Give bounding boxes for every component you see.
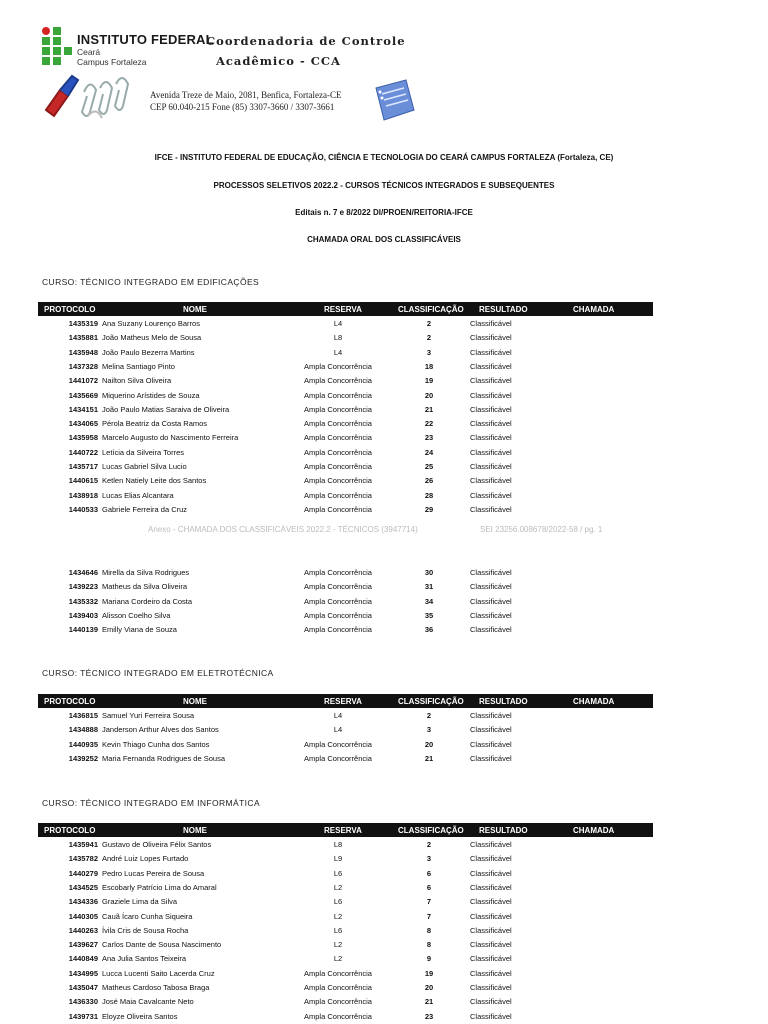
row-nome: Matheus Cardoso Tabosa Braga [102,983,210,992]
row-classificacao: 26 [424,476,434,486]
header-classificacao: CLASSIFICAÇÃO [398,305,464,314]
footer-sei: SEI 23256.008678/2022-58 / pg. 1 [480,525,603,534]
row-classificacao: 24 [424,447,434,457]
row-reserva: Ampla Concorrência [304,968,372,978]
row-protocolo: 1440722 [68,447,98,457]
row-classificacao: 2 [426,333,432,343]
row-reserva: L8 [333,333,343,343]
row-resultado: Classificável [470,376,512,386]
row-nome: Samuel Yuri Ferreira Sousa [102,711,194,720]
row-resultado: Classificável [470,711,512,720]
row-nome: Graziele Lima da Silva [102,897,178,907]
row-protocolo: 1434995 [68,968,98,978]
header-protocolo: PROTOCOLO [44,826,96,835]
row-reserva: Ampla Concorrência [304,462,372,471]
row-resultado: Classificável [470,462,512,471]
row-reserva: Ampla Concorrência [304,404,372,414]
row-nome: Lucas Gabriel Silva Lucio [102,462,187,471]
row-reserva: Ampla Concorrência [304,361,372,371]
row-protocolo: 1440139 [68,625,98,635]
doc-title-editais: Editais n. 7 e 8/2022 DI/PROEN/REITORIA-IFCE [295,208,473,217]
table-row [38,937,653,951]
institute-state: Ceará [77,47,101,57]
row-resultado: Classificável [470,868,512,878]
row-resultado: Classificável [470,997,512,1007]
row-protocolo: 1437328 [68,361,98,371]
row-classificacao: 19 [424,968,434,978]
row-classificacao: 36 [424,625,434,635]
row-resultado: Classificável [470,568,512,577]
row-resultado: Classificável [470,625,512,635]
row-resultado: Classificável [470,739,512,749]
row-resultado: Classificável [470,333,512,343]
row-resultado: Classificável [470,725,512,735]
row-protocolo: 1439403 [68,610,98,620]
row-protocolo: 1439223 [68,582,98,592]
table-row [38,488,653,502]
row-reserva: Ampla Concorrência [304,1011,372,1021]
row-reserva: L9 [333,854,343,864]
row-reserva: Ampla Concorrência [304,983,372,992]
row-resultado: Classificável [470,319,512,328]
table-row [38,502,653,516]
row-nome: Ívila Cris de Sousa Rocha [102,925,189,935]
footer-annex: Anexo - CHAMADA DOS CLASSIFICÁVEIS 2022.2 - TÉCNICOS (3947714) [148,525,418,534]
coordination-title-line1: Coordenadoria de Controle [206,34,406,48]
row-nome: André Luiz Lopes Furtado [102,854,189,864]
row-reserva: Ampla Concorrência [304,625,372,635]
header-classificacao: CLASSIFICAÇÃO [398,826,464,835]
row-protocolo: 1441072 [68,376,98,386]
row-nome: Lucas Elias Alcantara [102,490,174,500]
row-nome: Pedro Lucas Pereira de Sousa [102,868,205,878]
row-protocolo: 1434151 [68,404,98,414]
row-classificacao: 7 [426,897,432,907]
header-classificacao: CLASSIFICAÇÃO [398,697,464,706]
header-chamada: CHAMADA [573,826,615,835]
header-resultado: RESULTADO [479,697,528,706]
table-row [38,459,653,473]
row-reserva: Ampla Concorrência [304,610,372,620]
row-classificacao: 20 [424,983,434,992]
row-nome: Maria Fernanda Rodrigues de Sousa [102,753,225,763]
address-contact-line: CEP 60.040-215 Fone (85) 3307-3660 / 3307-3661 [150,102,335,112]
table-row [38,894,653,908]
row-protocolo: 1439731 [68,1011,98,1021]
row-classificacao: 9 [426,954,432,964]
table-row [38,345,653,359]
row-classificacao: 18 [424,361,434,371]
row-nome: Marcelo Augusto do Nascimento Ferreira [102,433,239,443]
paperclips-illustration [38,70,138,122]
row-classificacao: 30 [424,568,434,577]
row-classificacao: 3 [426,347,432,357]
row-protocolo: 1440849 [68,954,98,964]
row-resultado: Classificável [470,940,512,950]
header-protocolo: PROTOCOLO [44,305,96,314]
row-nome: Mirella da Silva Rodrigues [102,568,190,577]
table-row [38,994,653,1008]
row-reserva: Ampla Concorrência [304,568,372,577]
row-classificacao: 20 [424,390,434,400]
row-protocolo: 1435941 [68,840,98,849]
table-row [38,388,653,402]
table-row [38,373,653,387]
row-resultado: Classificável [470,911,512,921]
row-nome: Janderson Arthur Alves dos Santos [102,725,219,735]
row-resultado: Classificável [470,968,512,978]
row-reserva: Ampla Concorrência [304,739,372,749]
row-classificacao: 23 [424,1011,434,1021]
row-nome: Cauã Ícaro Cunha Siqueira [102,911,193,921]
row-protocolo: 1435948 [68,347,98,357]
table-header [38,823,653,837]
row-reserva: L4 [333,347,343,357]
row-resultado: Classificável [470,925,512,935]
table-row [38,359,653,373]
row-classificacao: 23 [424,433,434,443]
row-resultado: Classificável [470,897,512,907]
table-row [38,473,653,487]
row-nome: Matheus da Silva Oliveira [102,582,188,592]
row-classificacao: 21 [424,997,434,1007]
row-reserva: Ampla Concorrência [304,390,372,400]
header-resultado: RESULTADO [479,826,528,835]
table-row [38,909,653,923]
row-resultado: Classificável [470,433,512,443]
row-reserva: L4 [333,725,343,735]
row-reserva: Ampla Concorrência [304,433,372,443]
header-reserva: RESERVA [324,697,362,706]
header-reserva: RESERVA [324,305,362,314]
row-resultado: Classificável [470,610,512,620]
table-row [38,951,653,965]
row-resultado: Classificável [470,390,512,400]
row-nome: João Paulo Matias Saraiva de Oliveira [102,404,230,414]
row-classificacao: 2 [426,319,432,328]
row-nome: Alisson Coelho Silva [102,610,171,620]
institute-name: INSTITUTO FEDERAL [77,32,214,47]
row-nome: Melina Santiago Pinto [102,361,175,371]
row-classificacao: 21 [424,753,434,763]
row-nome: Ana Suzany Lourenço Barros [102,319,200,328]
table-row [38,837,653,851]
row-protocolo: 1434525 [68,882,98,892]
row-protocolo: 1435047 [68,983,98,992]
table-row [38,751,653,765]
row-classificacao: 3 [426,725,432,735]
row-nome: Miquerino Arístides de Souza [102,390,200,400]
row-protocolo: 1438918 [68,490,98,500]
row-reserva: Ampla Concorrência [304,596,372,606]
row-nome: Lucca Lucenti Saito Lacerda Cruz [102,968,215,978]
row-reserva: Ampla Concorrência [304,582,372,592]
notepad-illustration [370,78,418,122]
row-nome: Ketlen Natiely Leite dos Santos [102,476,207,486]
row-resultado: Classificável [470,361,512,371]
row-classificacao: 6 [426,868,432,878]
row-classificacao: 8 [426,925,432,935]
row-resultado: Classificável [470,419,512,429]
row-nome: João Matheus Melo de Sousa [102,333,202,343]
table-row [38,402,653,416]
doc-title-call: CHAMADA ORAL DOS CLASSIFICÁVEIS [307,235,461,244]
row-classificacao: 28 [424,490,434,500]
table-row [38,594,653,608]
header-chamada: CHAMADA [573,305,615,314]
table-row [38,880,653,894]
row-nome: Eloyze Oliveira Santos [102,1011,178,1021]
row-classificacao: 19 [424,376,434,386]
row-protocolo: 1439627 [68,940,98,950]
row-classificacao: 21 [424,404,434,414]
row-classificacao: 20 [424,739,434,749]
row-nome: Pérola Beatriz da Costa Ramos [102,419,208,429]
row-nome: Escobarly Patrício Lima do Amaral [102,882,217,892]
row-resultado: Classificável [470,476,512,486]
row-reserva: Ampla Concorrência [304,447,372,457]
row-protocolo: 1434065 [68,419,98,429]
row-resultado: Classificável [470,582,512,592]
row-classificacao: 35 [424,610,434,620]
row-resultado: Classificável [470,404,512,414]
table-row [38,923,653,937]
table-row [38,851,653,865]
row-nome: José Maia Cavalcante Neto [102,997,194,1007]
row-nome: Gustavo de Oliveira Félix Santos [102,840,212,849]
row-resultado: Classificável [470,983,512,992]
row-reserva: L2 [333,940,343,950]
row-reserva: Ampla Concorrência [304,997,372,1007]
table-row [38,1009,653,1023]
row-reserva: L6 [333,897,343,907]
header-resultado: RESULTADO [479,305,528,314]
row-protocolo: 1440615 [68,476,98,486]
row-reserva: Ampla Concorrência [304,753,372,763]
row-resultado: Classificável [470,596,512,606]
table-row [38,445,653,459]
coordination-title-line2: Acadêmico - CCA [216,54,341,68]
row-protocolo: 1436330 [68,997,98,1007]
row-protocolo: 1440279 [68,868,98,878]
row-reserva: Ampla Concorrência [304,476,372,486]
row-resultado: Classificável [470,447,512,457]
table-row [38,866,653,880]
row-reserva: L6 [333,868,343,878]
row-classificacao: 31 [424,582,434,592]
header-protocolo: PROTOCOLO [44,697,96,706]
table-row [38,579,653,593]
table-header [38,302,653,316]
row-resultado: Classificável [470,504,512,514]
table-row [38,722,653,736]
row-reserva: Ampla Concorrência [304,490,372,500]
row-reserva: L4 [333,319,343,328]
row-reserva: Ampla Concorrência [304,419,372,429]
row-resultado: Classificável [470,840,512,849]
row-classificacao: 6 [426,882,432,892]
row-resultado: Classificável [470,882,512,892]
row-protocolo: 1440935 [68,739,98,749]
row-reserva: L6 [333,925,343,935]
row-nome: Letícia da Silveira Torres [102,447,184,457]
header-nome: NOME [183,305,207,314]
row-protocolo: 1435319 [68,319,98,328]
address-line: Avenida Treze de Maio, 2081, Benfica, Fortaleza-CE [150,90,342,100]
row-protocolo: 1435958 [68,433,98,443]
table-row [38,708,653,722]
header-nome: NOME [183,697,207,706]
table-row [38,608,653,622]
table-row [38,622,653,636]
table-row [38,980,653,994]
doc-title-process: PROCESSOS SELETIVOS 2022.2 - CURSOS TÉCNICOS INTEGRADOS E SUBSEQUENTES [213,181,555,190]
row-nome: Nailton Silva Oliveira [102,376,172,386]
row-classificacao: 29 [424,504,434,514]
header-reserva: RESERVA [324,826,362,835]
row-protocolo: 1440305 [68,911,98,921]
row-reserva: L2 [333,882,343,892]
row-reserva: Ampla Concorrência [304,376,372,386]
row-protocolo: 1435881 [68,333,98,343]
doc-title-institution: IFCE - INSTITUTO FEDERAL DE EDUCAÇÃO, CIÊNCIA E TECNOLOGIA DO CEARÁ CAMPUS FORTALEZA (Fortaleza, CE) [154,153,614,162]
row-protocolo: 1440263 [68,925,98,935]
header-nome: NOME [183,826,207,835]
row-nome: Kevin Thiago Cunha dos Santos [102,739,210,749]
table-row [38,966,653,980]
row-classificacao: 7 [426,911,432,921]
row-reserva: L2 [333,954,343,964]
institute-logo [42,27,72,67]
row-nome: Carlos Dante de Sousa Nascimento [102,940,222,950]
course-title-informatica: CURSO: TÉCNICO INTEGRADO EM INFORMÁTICA [42,798,261,808]
row-protocolo: 1434888 [68,725,98,735]
row-nome: Emilly Viana de Souza [102,625,177,635]
row-protocolo: 1435332 [68,596,98,606]
table-row [38,430,653,444]
table-row [38,737,653,751]
row-protocolo: 1435669 [68,390,98,400]
row-classificacao: 8 [426,940,432,950]
row-classificacao: 2 [426,711,432,720]
row-nome: Mariana Cordeiro da Costa [102,596,193,606]
course-title-eletrotecnica: CURSO: TÉCNICO INTEGRADO EM ELETROTÉCNICA [42,668,274,678]
row-classificacao: 34 [424,596,434,606]
row-reserva: L2 [333,911,343,921]
table-row [38,416,653,430]
course-title-edificacoes: CURSO: TÉCNICO INTEGRADO EM EDIFICAÇÕES [42,277,260,287]
row-resultado: Classificável [470,954,512,964]
row-reserva: Ampla Concorrência [304,504,372,514]
header-chamada: CHAMADA [573,697,615,706]
row-nome: Gabriele Ferreira da Cruz [102,504,188,514]
table-header [38,694,653,708]
row-resultado: Classificável [470,854,512,864]
row-nome: João Paulo Bezerra Martins [102,347,195,357]
row-classificacao: 2 [426,840,432,849]
table-row [38,330,653,344]
row-protocolo: 1436815 [68,711,98,720]
row-protocolo: 1434646 [68,568,98,577]
table-row [38,565,653,579]
row-classificacao: 25 [424,462,434,471]
institute-campus: Campus Fortaleza [77,57,147,67]
row-protocolo: 1440533 [68,504,98,514]
row-reserva: L8 [333,840,343,849]
row-resultado: Classificável [470,753,512,763]
row-protocolo: 1435782 [68,854,98,864]
row-protocolo: 1439252 [68,753,98,763]
row-reserva: L4 [333,711,343,720]
row-classificacao: 3 [426,854,432,864]
row-protocolo: 1435717 [68,462,98,471]
row-nome: Ana Julia Santos Teixeira [102,954,187,964]
row-classificacao: 22 [424,419,434,429]
row-resultado: Classificável [470,1011,512,1021]
table-row [38,316,653,330]
row-protocolo: 1434336 [68,897,98,907]
row-resultado: Classificável [470,490,512,500]
row-resultado: Classificável [470,347,512,357]
